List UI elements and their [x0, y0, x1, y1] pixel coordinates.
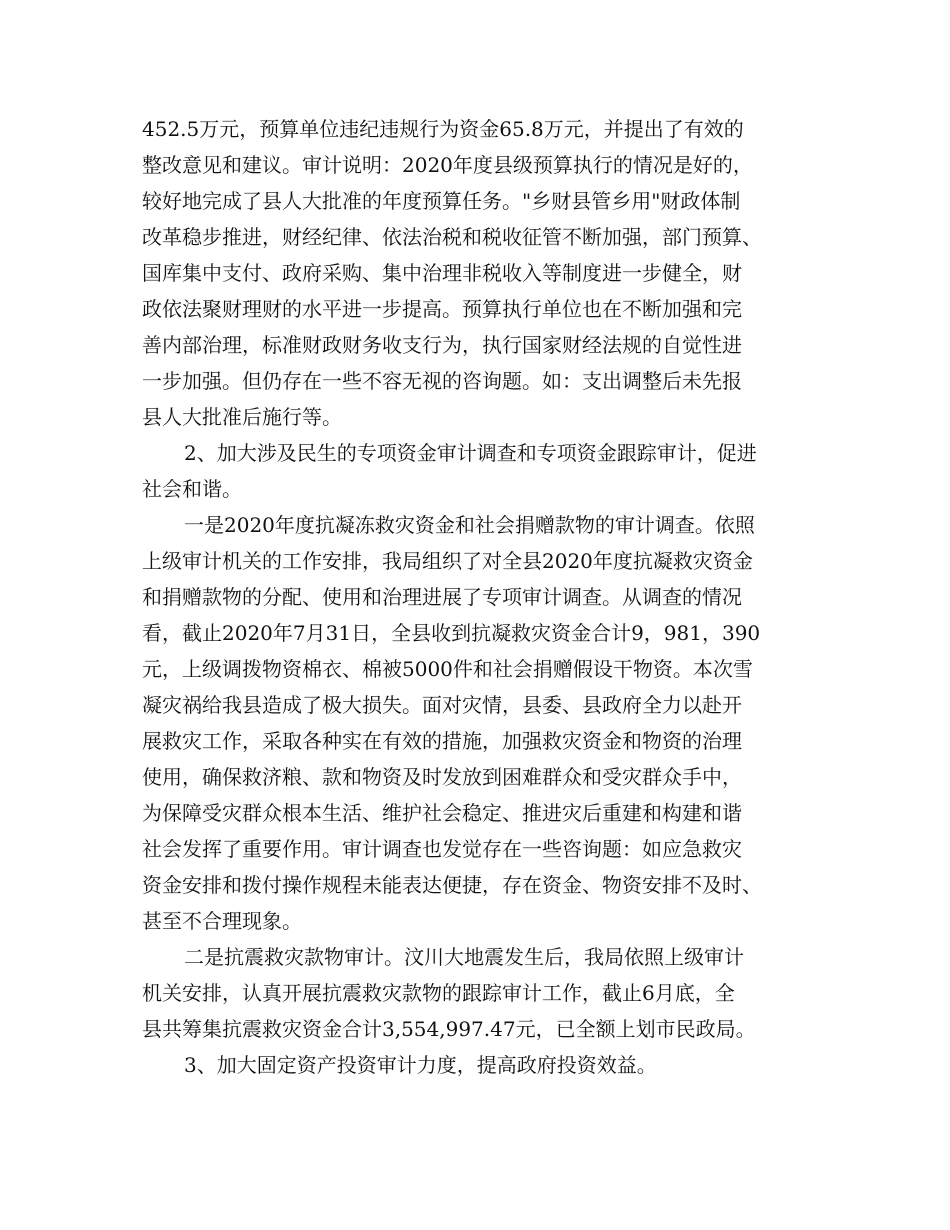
text-line: 县人大批准后施行等。: [142, 405, 342, 429]
text-line: 452.5万元，预算单位违纪违规行为资金65.8万元，并提出了有效的: [142, 117, 744, 141]
text-line: 机关安排，认真开展抗震救灾款物的跟踪审计工作，截止6月底，全: [142, 981, 735, 1005]
text-line: 元，上级调拨物资棉衣、棉被5000件和社会捐赠假设干物资。本次雪: [142, 657, 753, 681]
text-line: 上级审计机关的工作安排，我局组织了对全县2020年度抗凝救灾资金: [142, 549, 753, 573]
text-line: 一步加强。但仍存在一些不容无视的咨询题。如：支出调整后未先报: [142, 369, 742, 393]
section-heading-3: 3、加大固定资产投资审计力度，提高政府投资效益。: [184, 1053, 657, 1077]
text-line: 使用，确保救济粮、款和物资及时发放到困难群众和受灾群众手中，: [142, 765, 742, 789]
text-line: 较好地完成了县人大批准的年度预算任务。"乡财县管乡用"财政体制: [142, 189, 741, 213]
text-line: 政依法聚财理财的水平进一步提高。预算执行单位也在不断加强和完: [142, 297, 742, 321]
text-line: 看，截止2020年7月31日，全县收到抗凝救灾资金合计9，981，390: [142, 621, 761, 645]
text-line: 展救灾工作，采取各种实在有效的措施，加强救灾资金和物资的治理: [142, 729, 742, 753]
text-line: 善内部治理，标准财政财务收支行为，执行国家财经法规的自觉性进: [142, 333, 742, 357]
paragraph-start: 一是2020年度抗凝冻救灾资金和社会捐赠款物的审计调查。依照: [184, 513, 755, 537]
text-line: 凝灾祸给我县造成了极大损失。面对灾情，县委、县政府全力以赴开: [142, 693, 742, 717]
text-line: 资金安排和拨付操作规程未能表达便捷，存在资金、物资安排不及时、: [142, 873, 762, 897]
text-line: 甚至不合理现象。: [142, 909, 302, 933]
paragraph-start: 二是抗震救灾款物审计。汶川大地震发生后，我局依照上级审计: [184, 945, 744, 969]
text-line: 社会发挥了重要作用。审计调查也发觉存在一些咨询题：如应急救灾: [142, 837, 742, 861]
text-line: 改革稳步推进，财经纪律、依法治税和税收征管不断加强，部门预算、: [142, 225, 762, 249]
text-line: 国库集中支付、政府采购、集中治理非税收入等制度进一步健全，财: [142, 261, 742, 285]
text-line: 为保障受灾群众根本生活、维护社会稳定、推进灾后重建和构建和谐: [142, 801, 742, 825]
text-line: 和捐赠款物的分配、使用和治理进展了专项审计调查。从调查的情况: [142, 585, 742, 609]
text-line: 社会和谐。: [142, 477, 242, 501]
text-line: 县共筹集抗震救灾资金合计3,554,997.47元，已全额上划市民政局。: [142, 1017, 756, 1041]
text-line: 整改意见和建议。审计说明：2020年度县级预算执行的情况是好的，: [142, 153, 753, 177]
section-heading-2: 2、加大涉及民生的专项资金审计调查和专项资金跟踪审计，促进: [184, 441, 757, 465]
